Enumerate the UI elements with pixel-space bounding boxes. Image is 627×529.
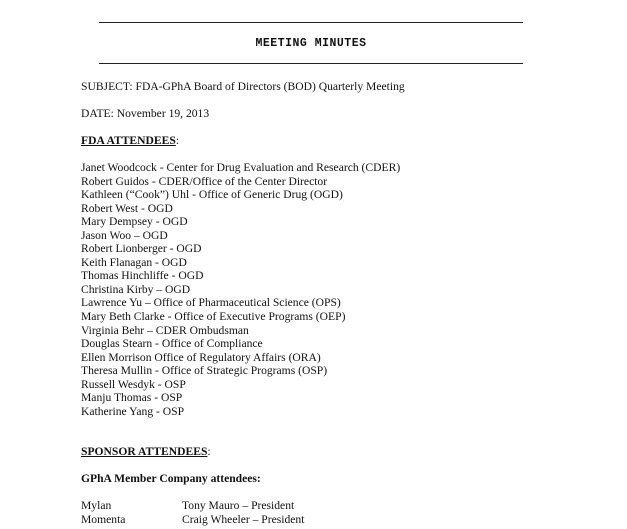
company-attendee: Tony Mauro – President xyxy=(182,499,295,512)
fda-attendees-heading xyxy=(81,134,179,148)
list-item: Mary Beth Clarke - Office of Executive Programs (OEP) xyxy=(81,310,346,324)
list-item: Robert Guidos - CDER/Office of the Center Director xyxy=(81,174,328,188)
company-attendee: Craig Wheeler – President xyxy=(182,513,305,526)
bottom-rule xyxy=(99,63,523,64)
sponsor-attendees-heading-colon: : xyxy=(207,445,211,458)
sponsor-attendees-heading xyxy=(81,445,211,459)
member-company-subheading: GPhA Member Company attendees: xyxy=(81,472,261,485)
list-item: Theresa Mullin - Office of Strategic Programs (OSP) xyxy=(81,364,328,378)
sponsor-attendees-heading-text: SPONSOR ATTENDEES xyxy=(81,445,208,458)
list-item: Christina Kirby – OGD xyxy=(81,282,191,296)
fda-attendees-list xyxy=(81,161,400,418)
date-line: DATE: November 19, 2013 xyxy=(81,107,210,120)
list-item: Douglas Stearn - Office of Compliance xyxy=(81,337,263,351)
top-rule xyxy=(99,22,523,23)
company-name: Momenta xyxy=(81,513,126,526)
list-item: Ellen Morrison Office of Regulatory Affairs (ORA) xyxy=(81,350,321,364)
list-item: Lawrence Yu – Office of Pharmaceutical Science (OPS) xyxy=(81,296,341,310)
list-item: Jason Woo – OGD xyxy=(81,228,168,242)
list-item: Thomas Hinchliffe - OGD xyxy=(81,269,204,283)
company-name: Mylan xyxy=(81,499,112,512)
list-item: Manju Thomas - OSP xyxy=(81,391,183,405)
list-item: Virginia Behr – CDER Ombudsman xyxy=(81,323,249,337)
fda-attendees-heading-text: FDA ATTENDEES xyxy=(81,134,176,147)
list-item: Robert West - OGD xyxy=(81,201,173,215)
list-item: Mary Dempsey - OGD xyxy=(81,215,188,229)
list-item: Russell Wesdyk - OSP xyxy=(81,377,186,391)
table-row xyxy=(81,499,304,513)
document-title: MEETING MINUTES xyxy=(255,37,367,50)
list-item: Katherine Yang - OSP xyxy=(81,404,185,418)
list-item: Kathleen (“Cook”) Uhl - Office of Generic Drug (OGD) xyxy=(81,188,343,202)
table-row xyxy=(81,513,304,527)
list-item: Robert Lionberger - OGD xyxy=(81,242,202,256)
list-item: Keith Flanagan - OGD xyxy=(81,255,187,269)
subject-line: SUBJECT: FDA-GPhA Board of Directors (BOD) Quarterly Meeting xyxy=(81,80,405,93)
list-item: Janet Woodcock - Center for Drug Evaluation and Research (CDER) xyxy=(81,161,401,174)
fda-attendees-heading-colon: : xyxy=(175,134,180,147)
sponsor-company-table xyxy=(81,499,304,527)
